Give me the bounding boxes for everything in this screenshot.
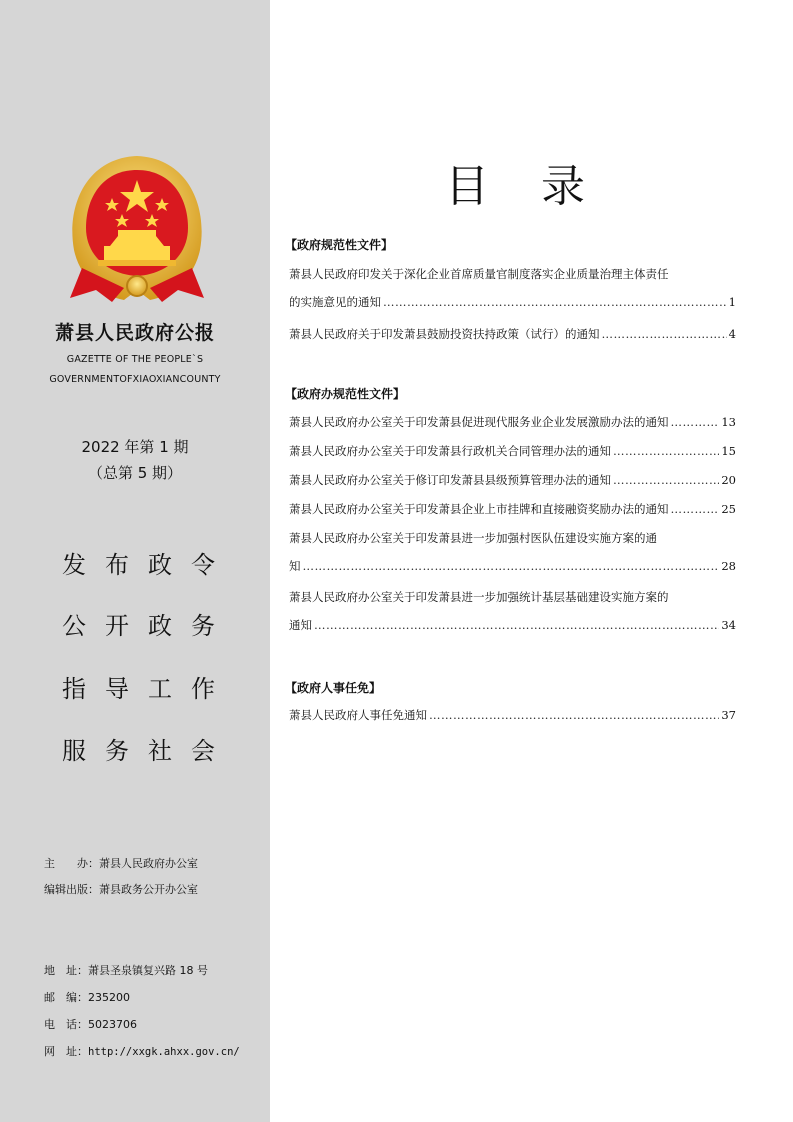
phone-info xyxy=(44,1016,137,1032)
section-heading: 【政府办规范性文件】 xyxy=(285,387,406,401)
toc-entry-page: 25 xyxy=(721,502,736,516)
leader-dots xyxy=(613,444,719,458)
cover-sidebar xyxy=(0,0,270,1122)
toc-entry-page: 20 xyxy=(721,473,736,487)
website-info xyxy=(44,1043,240,1059)
toc-entry-title-line1: 萧县人民政府办公室关于印发萧县进一步加强统计基层基础建设实施方案的 xyxy=(289,590,669,604)
slogan-1: 发布政令 xyxy=(62,551,234,579)
host-info xyxy=(44,855,198,871)
website-label: 网 址： xyxy=(44,1045,88,1058)
host-label: 主 办： xyxy=(44,857,99,870)
toc-entry-page: 13 xyxy=(721,415,736,429)
editor-info xyxy=(44,881,198,897)
leader-dots xyxy=(671,415,720,429)
postcode-label: 邮 编： xyxy=(44,991,88,1004)
toc-entry-page: 4 xyxy=(728,327,736,341)
toc-entry-page: 37 xyxy=(721,708,736,722)
toc-entry[interactable] xyxy=(289,414,736,430)
toc-entry-title: 萧县人民政府关于印发萧县鼓励投资扶持政策（试行）的通知 xyxy=(289,327,600,341)
toc-title: 目录 xyxy=(445,161,637,212)
postcode-info xyxy=(44,989,130,1005)
section-heading: 【政府人事任免】 xyxy=(285,681,382,695)
issue-number: 2022 年第 1 期 xyxy=(81,438,189,456)
toc-entry-title: 萧县人民政府办公室关于印发萧县促进现代服务业企业发展激励办法的通知 xyxy=(289,415,669,429)
gazette-english-line2: GOVERNMENTOFXIAOXIANCOUNTY xyxy=(49,374,221,385)
leader-dots xyxy=(383,295,727,309)
phone-label: 电 话： xyxy=(44,1018,88,1031)
leader-dots xyxy=(429,708,719,722)
national-emblem-icon xyxy=(62,150,212,310)
toc-entry[interactable] xyxy=(289,472,736,488)
host-value: 萧县人民政府办公室 xyxy=(99,857,198,870)
address-value: 萧县圣泉镇复兴路 18 号 xyxy=(88,964,208,977)
toc-entry-title: 萧县人民政府办公室关于修订印发萧县县级预算管理办法的通知 xyxy=(289,473,611,487)
toc-entry-title-line1: 萧县人民政府办公室关于印发萧县进一步加强村医队伍建设实施方案的通 xyxy=(289,531,657,545)
leader-dots xyxy=(314,618,719,632)
toc-entry-page: 34 xyxy=(721,618,736,632)
section-heading: 【政府规范性文件】 xyxy=(285,238,394,252)
toc-entry[interactable] xyxy=(289,501,736,517)
toc-entry-title-line1: 萧县人民政府印发关于深化企业首席质量官制度落实企业质量治理主体责任 xyxy=(289,267,669,281)
toc-entry[interactable] xyxy=(289,707,736,723)
address-info xyxy=(44,962,208,978)
slogan-3: 指导工作 xyxy=(62,675,234,703)
leader-dots xyxy=(602,327,727,341)
leader-dots xyxy=(613,473,719,487)
toc-entry-page: 15 xyxy=(721,444,736,458)
toc-entry[interactable] xyxy=(289,530,736,574)
toc-entry[interactable] xyxy=(289,443,736,459)
toc-entry-page: 1 xyxy=(728,295,736,309)
toc-entry[interactable] xyxy=(289,589,736,633)
phone-value: 5023706 xyxy=(88,1018,137,1031)
address-label: 地 址： xyxy=(44,964,88,977)
slogan-2: 公开政务 xyxy=(62,612,234,640)
total-issue-number: （总第 5 期） xyxy=(87,464,183,482)
toc-entry-title-line2: 的实施意见的通知 xyxy=(289,295,381,309)
gazette-title: 萧县人民政府公报 xyxy=(54,322,215,344)
toc-entry-title: 萧县人民政府办公室关于印发萧县行政机关合同管理办法的通知 xyxy=(289,444,611,458)
toc-entry[interactable] xyxy=(289,326,736,342)
toc-entry-title-line2: 知 xyxy=(289,559,301,573)
toc-entry[interactable] xyxy=(289,266,736,310)
postcode-value: 235200 xyxy=(88,991,130,1004)
toc-entry-page: 28 xyxy=(721,559,736,573)
toc-entry-title-line2: 通知 xyxy=(289,618,312,632)
editor-label: 编辑出版： xyxy=(44,883,99,896)
leader-dots xyxy=(303,559,720,573)
toc-entry-title: 萧县人民政府人事任免通知 xyxy=(289,708,427,722)
gazette-english-line1: GAZETTE OF THE PEOPLE`S xyxy=(66,354,204,365)
website-link[interactable]: http://xxgk.ahxx.gov.cn/ xyxy=(88,1046,240,1058)
slogan-4: 服务社会 xyxy=(62,737,234,765)
leader-dots xyxy=(671,502,720,516)
editor-value: 萧县政务公开办公室 xyxy=(99,883,198,896)
toc-entry-title: 萧县人民政府办公室关于印发萧县企业上市挂牌和直接融资奖励办法的通知 xyxy=(289,502,669,516)
